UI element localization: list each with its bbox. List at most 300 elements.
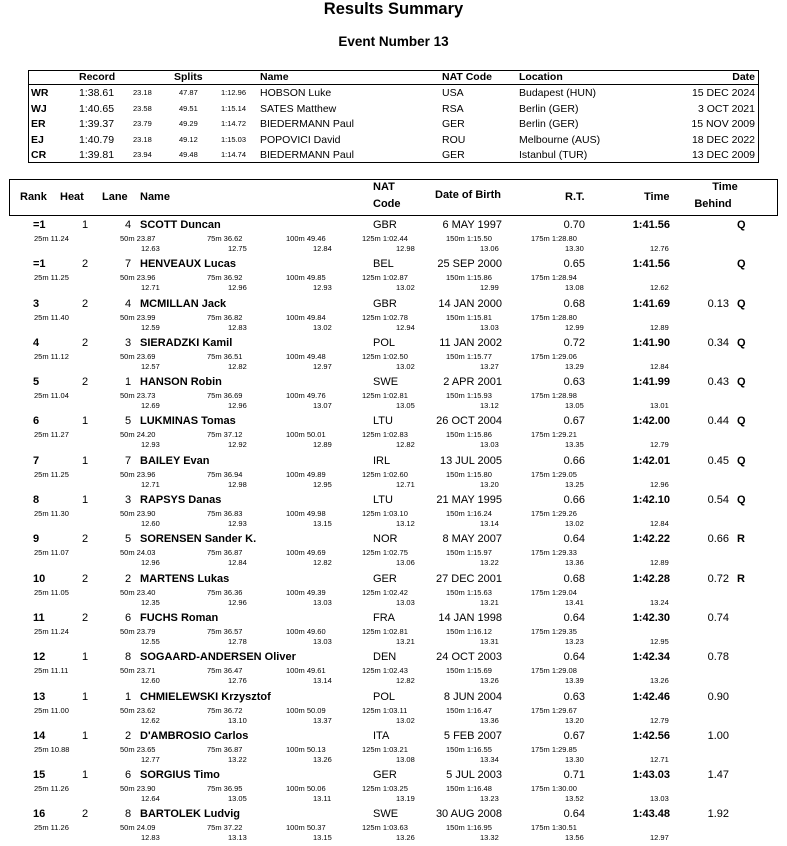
record-date: 3 OCT 2021 [697,102,755,115]
lap-75m: 12.98 [228,479,247,489]
lane: 2 [125,729,132,742]
record-date: 18 DEC 2022 [691,133,755,146]
lap-200m: 12.71 [650,754,669,764]
nat-code: LTU [373,415,393,428]
lap-125m: 12.98 [396,244,415,253]
heat: 2 [82,808,89,821]
split-150m: 150m 1:16.47 [446,705,492,715]
lane: 7 [125,258,132,271]
split-150m: 150m 1:16.24 [446,509,492,519]
swimmer-name: D'AMBROSIO Carlos [140,729,249,742]
split-150m: 150m 1:15.77 [446,351,492,361]
split-150m: 150m 1:16.55 [446,744,492,754]
lap-125m: 13.06 [396,558,415,568]
lap-100m: 12.97 [313,361,332,371]
split-75m: 75m 36.62 [207,234,243,243]
reaction-time: 0.72 [563,336,585,349]
reaction-time: 0.68 [563,297,585,310]
header-behind: Behind [694,198,732,210]
nat-code: GER [373,769,397,782]
nat-code: GBR [373,219,397,231]
split-100m: 100m 49.85 [286,273,326,283]
lap-150m: 13.32 [480,833,499,843]
lap-75m: 12.92 [228,440,247,450]
record-split: 49.12 [179,134,198,144]
lap-50m: 12.60 [141,519,160,529]
record-split: 47.87 [179,88,198,97]
final-time: 1:42.34 [632,651,670,664]
split-125m: 125m 1:03.10 [362,509,408,519]
lap-200m: 12.76 [650,244,669,253]
rank: 8 [33,494,40,507]
page-title: Results Summary [323,0,464,18]
split-175m: 175m 1:28.98 [531,391,577,401]
time-behind: 1.92 [707,808,729,821]
rank: 12 [33,651,46,664]
results-header [9,179,778,216]
lap-125m: 13.12 [396,519,415,529]
date-of-birth: 13 JUL 2005 [440,454,502,467]
lap-50m: 12.59 [141,322,160,332]
rank: =1 [33,258,46,271]
lap-75m: 13.05 [228,794,247,804]
result-row [0,651,787,690]
split-75m: 75m 36.83 [207,509,243,519]
split-50m: 50m 23.73 [120,391,156,401]
split-175m: 175m 1:29.85 [531,744,577,754]
lane: 3 [125,336,132,349]
swimmer-name: SOGAARD-ANDERSEN Oliver [140,651,296,664]
split-175m: 175m 1:28.94 [531,273,577,283]
split-175m: 175m 1:28.80 [531,312,577,322]
lane: 6 [125,611,132,624]
record-split: 23.18 [133,134,152,144]
record-type: CR [31,149,47,161]
time-behind: 0.34 [707,336,729,349]
lap-50m: 12.63 [141,244,160,253]
nat-code: NOR [373,533,398,546]
split-25m: 25m 11.40 [34,312,69,322]
swimmer-name: SCOTT Duncan [140,219,221,231]
heat: 2 [82,572,89,585]
result-row [0,455,787,494]
qualification-mark: Q [737,494,746,507]
records-header-splits: Splits [174,71,203,83]
record-time: 1:40.65 [79,102,115,115]
lap-175m: 13.39 [565,676,584,686]
reaction-time: 0.64 [563,808,585,821]
final-time: 1:41.90 [632,336,670,349]
split-50m: 50m 23.87 [120,234,156,243]
nat-code: GER [373,572,397,585]
split-125m: 125m 1:02.78 [362,312,408,322]
record-split: 1:14.74 [221,150,247,159]
swimmer-name: HANSON Robin [140,376,222,389]
lap-150m: 13.21 [480,597,499,607]
split-75m: 75m 36.57 [207,626,243,636]
split-175m: 175m 1:29.08 [531,666,577,676]
swimmer-name: FUCHS Roman [140,611,219,624]
lap-175m: 13.41 [565,597,584,607]
split-100m: 100m 49.48 [286,351,326,361]
split-175m: 175m 1:29.33 [531,548,577,558]
lap-200m: 13.26 [650,676,669,686]
rank: 10 [33,572,46,585]
lap-100m: 13.03 [313,636,332,646]
lap-125m: 12.82 [396,440,415,450]
lap-125m: 13.21 [396,636,415,646]
record-row [29,86,758,102]
split-150m: 150m 1:15.69 [446,666,492,676]
date-of-birth: 25 SEP 2000 [437,258,502,271]
records-header-nat: NAT Code [442,71,492,83]
record-holder: POPOVICI David [260,133,341,146]
result-row [0,298,787,337]
rank: 11 [33,611,45,624]
lane: 1 [125,690,132,703]
lap-50m: 12.83 [141,833,160,843]
lap-175m: 12.99 [565,322,584,332]
heat: 1 [82,729,89,742]
split-50m: 50m 23.96 [120,469,156,479]
lap-50m: 12.96 [141,558,160,568]
date-of-birth: 21 MAY 1995 [436,494,502,507]
record-row [29,102,758,118]
lap-100m: 13.07 [313,401,332,411]
record-type: WR [31,87,49,99]
lap-200m: 12.89 [650,322,669,332]
heat: 2 [82,258,89,271]
results-list [0,219,787,846]
reaction-time: 0.70 [563,219,585,231]
lap-100m: 12.89 [313,440,332,450]
result-row [0,376,787,415]
lap-175m: 13.23 [565,636,584,646]
lap-200m: 13.24 [650,597,669,607]
record-row [29,148,758,164]
record-nat: RSA [442,102,464,115]
split-50m: 50m 23.65 [120,744,156,754]
split-125m: 125m 1:02.81 [362,626,408,636]
lap-50m: 12.60 [141,676,160,686]
rank: 9 [33,533,40,546]
lap-75m: 12.96 [228,283,247,293]
split-25m: 25m 11.00 [34,705,69,715]
record-row [29,133,758,149]
result-row [0,533,787,572]
records-box [28,70,759,163]
split-150m: 150m 1:16.12 [446,626,492,636]
lap-50m: 12.62 [141,715,160,725]
nat-code: IRL [373,454,391,467]
time-behind: 0.54 [707,494,729,507]
split-100m: 100m 49.76 [286,391,326,401]
date-of-birth: 24 OCT 2003 [436,651,502,664]
record-split: 1:15.14 [221,103,247,113]
lap-100m: 13.14 [313,676,332,686]
lap-200m: 12.79 [650,715,669,725]
nat-code: DEN [373,651,397,664]
lap-150m: 13.20 [480,479,499,489]
final-time: 1:41.69 [632,297,670,310]
record-split: 1:12.96 [221,88,247,97]
lap-100m: 12.84 [313,244,332,253]
record-nat: USA [442,87,464,99]
split-25m: 25m 11.30 [34,509,69,519]
lap-75m: 12.93 [228,519,247,529]
time-behind: 0.44 [707,415,729,428]
split-25m: 25m 11.12 [34,351,69,361]
record-type: WJ [31,102,47,115]
split-125m: 125m 1:02.44 [362,234,408,243]
heat: 1 [82,651,89,664]
nat-code: POL [373,690,396,703]
lap-125m: 13.03 [396,597,415,607]
time-behind: 0.13 [707,297,729,310]
date-of-birth: 8 MAY 2007 [442,533,502,546]
split-100m: 100m 50.37 [286,823,326,833]
swimmer-name: MCMILLAN Jack [140,297,227,310]
record-time: 1:39.37 [79,118,115,130]
lap-200m: 13.03 [650,794,669,804]
split-75m: 75m 37.22 [207,823,243,833]
split-50m: 50m 23.62 [120,705,156,715]
records-header-record: Record [79,71,116,83]
record-location: Berlin (GER) [519,102,579,115]
heat: 1 [82,219,89,231]
lap-200m: 12.62 [650,283,669,293]
time-behind: 1.47 [707,769,729,782]
split-75m: 75m 37.12 [207,430,243,440]
date-of-birth: 26 OCT 2004 [436,415,502,428]
header-nat: NAT [373,181,395,193]
lap-200m: 12.84 [650,361,669,371]
lap-100m: 12.95 [313,479,332,489]
qualification-mark: R [737,572,745,585]
final-time: 1:41.56 [632,258,670,271]
split-125m: 125m 1:03.63 [362,823,408,833]
split-75m: 75m 36.69 [207,391,243,401]
split-75m: 75m 36.94 [207,469,243,479]
lap-100m: 12.82 [313,558,332,568]
split-100m: 100m 49.60 [286,626,326,636]
reaction-time: 0.71 [563,769,585,782]
header-lane: Lane [102,191,128,203]
heat: 1 [82,415,89,428]
split-150m: 150m 1:16.48 [446,784,492,794]
time-behind: 0.74 [707,611,729,624]
lap-175m: 13.25 [565,479,584,489]
record-time: 1:39.81 [79,149,115,161]
lap-100m: 12.93 [313,283,332,293]
heat: 1 [82,769,89,782]
time-behind: 0.66 [707,533,729,546]
split-125m: 125m 1:02.87 [362,273,408,283]
record-time: 1:40.79 [79,133,115,146]
lap-75m: 12.82 [228,361,247,371]
time-behind: 1.00 [707,729,729,742]
reaction-time: 0.64 [563,651,585,664]
split-25m: 25m 11.27 [34,430,69,440]
split-100m: 100m 49.89 [286,469,326,479]
split-75m: 75m 36.72 [207,705,243,715]
heat: 2 [82,611,89,624]
record-location: Istanbul (TUR) [519,149,588,161]
split-50m: 50m 24.03 [120,548,156,558]
rank: 3 [33,297,40,310]
record-split: 23.58 [133,103,152,113]
header-time: Time [644,191,670,203]
time-behind: 0.72 [707,572,729,585]
header-name: Name [140,191,170,203]
split-25m: 25m 11.11 [34,666,69,676]
lap-200m: 12.89 [650,558,669,568]
split-125m: 125m 1:03.21 [362,744,408,754]
header-heat: Heat [60,191,84,203]
lap-75m: 12.96 [228,401,247,411]
record-split: 23.79 [133,119,152,128]
split-25m: 25m 11.25 [34,469,69,479]
nat-code: LTU [373,494,393,507]
final-time: 1:42.00 [632,415,670,428]
record-nat: ROU [442,133,466,146]
swimmer-name: RAPSYS Danas [140,494,222,507]
lap-100m: 13.15 [313,519,332,529]
split-50m: 50m 24.09 [120,823,156,833]
lap-175m: 13.08 [565,283,584,293]
record-nat: GER [442,149,465,161]
lane: 4 [125,297,132,310]
split-75m: 75m 36.95 [207,784,243,794]
rank: 15 [33,769,46,782]
split-100m: 100m 50.09 [286,705,326,715]
reaction-time: 0.67 [563,415,585,428]
result-row [0,258,787,297]
record-split: 49.48 [179,150,198,159]
nat-code: SWE [373,376,399,389]
heat: 1 [82,690,89,703]
result-row [0,769,787,808]
lap-150m: 13.06 [480,244,499,253]
lap-100m: 13.11 [313,794,332,804]
split-100m: 100m 49.46 [286,234,326,243]
reaction-time: 0.64 [563,533,585,546]
lap-125m: 13.02 [396,283,415,293]
lap-75m: 12.83 [228,322,247,332]
nat-code: BEL [373,258,394,271]
split-75m: 75m 36.47 [207,666,243,676]
final-time: 1:42.10 [632,494,670,507]
split-150m: 150m 1:16.95 [446,823,492,833]
time-behind: 0.90 [707,690,729,703]
record-split: 49.51 [179,103,198,113]
lap-150m: 13.26 [480,676,499,686]
split-150m: 150m 1:15.86 [446,430,492,440]
lane: 4 [125,219,132,231]
split-25m: 25m 11.26 [34,823,69,833]
records-header-date: Date [732,71,755,83]
split-175m: 175m 1:29.04 [531,587,577,597]
rank: 16 [33,808,46,821]
lap-125m: 13.26 [396,833,415,843]
split-175m: 175m 1:29.35 [531,626,577,636]
lap-150m: 13.34 [480,754,499,764]
split-75m: 75m 36.87 [207,744,243,754]
records-header-name: Name [260,71,289,83]
lap-175m: 13.30 [565,244,584,253]
lap-175m: 13.29 [565,361,584,371]
record-location: Budapest (HUN) [519,87,597,99]
lap-200m: 12.95 [650,636,669,646]
result-row [0,494,787,533]
date-of-birth: 2 APR 2001 [443,376,502,389]
lane: 5 [125,533,132,546]
lap-75m: 13.22 [228,754,247,764]
record-row [29,117,758,133]
split-100m: 100m 49.98 [286,509,326,519]
split-75m: 75m 36.36 [207,587,243,597]
split-150m: 150m 1:15.50 [446,234,492,243]
rank: 13 [33,690,46,703]
qualification-mark: Q [737,415,746,428]
swimmer-name: SORENSEN Sander K. [140,533,257,546]
lap-200m: 12.97 [650,833,669,843]
lap-200m: 13.01 [650,401,669,411]
qualification-mark: Q [737,336,746,349]
lap-175m: 13.35 [565,440,584,450]
split-125m: 125m 1:02.50 [362,351,408,361]
heat: 1 [82,454,89,467]
lane: 7 [125,454,132,467]
lane: 8 [125,808,132,821]
record-nat: GER [442,118,465,130]
swimmer-name: HENVEAUX Lucas [140,258,236,271]
qualification-mark: R [737,533,745,546]
lap-125m: 13.02 [396,715,415,725]
lap-125m: 12.82 [396,676,415,686]
header-rt: R.T. [565,191,585,203]
final-time: 1:42.22 [632,533,670,546]
record-date: 13 DEC 2009 [691,149,755,161]
lap-125m: 13.02 [396,361,415,371]
event-number: Event Number 13 [338,34,449,49]
heat: 1 [82,494,89,507]
qualification-mark: Q [737,297,746,310]
header-dob: Date of Birth [435,189,501,201]
split-175m: 175m 1:29.67 [531,705,577,715]
lap-175m: 13.36 [565,558,584,568]
split-150m: 150m 1:15.63 [446,587,492,597]
record-split: 1:14.72 [221,119,247,128]
date-of-birth: 27 DEC 2001 [435,572,502,585]
split-75m: 75m 36.51 [207,351,243,361]
qualification-mark: Q [737,219,746,231]
split-175m: 175m 1:28.80 [531,234,577,243]
reaction-time: 0.63 [563,690,585,703]
record-split: 23.94 [133,150,152,159]
reaction-time: 0.66 [563,494,585,507]
split-150m: 150m 1:15.80 [446,469,492,479]
lap-175m: 13.20 [565,715,584,725]
final-time: 1:43.03 [632,769,670,782]
result-row [0,337,787,376]
lap-75m: 12.75 [228,244,247,253]
date-of-birth: 5 JUL 2003 [446,769,502,782]
split-150m: 150m 1:15.97 [446,548,492,558]
result-row [0,415,787,454]
record-split: 23.18 [133,88,152,97]
final-time: 1:42.46 [632,690,670,703]
